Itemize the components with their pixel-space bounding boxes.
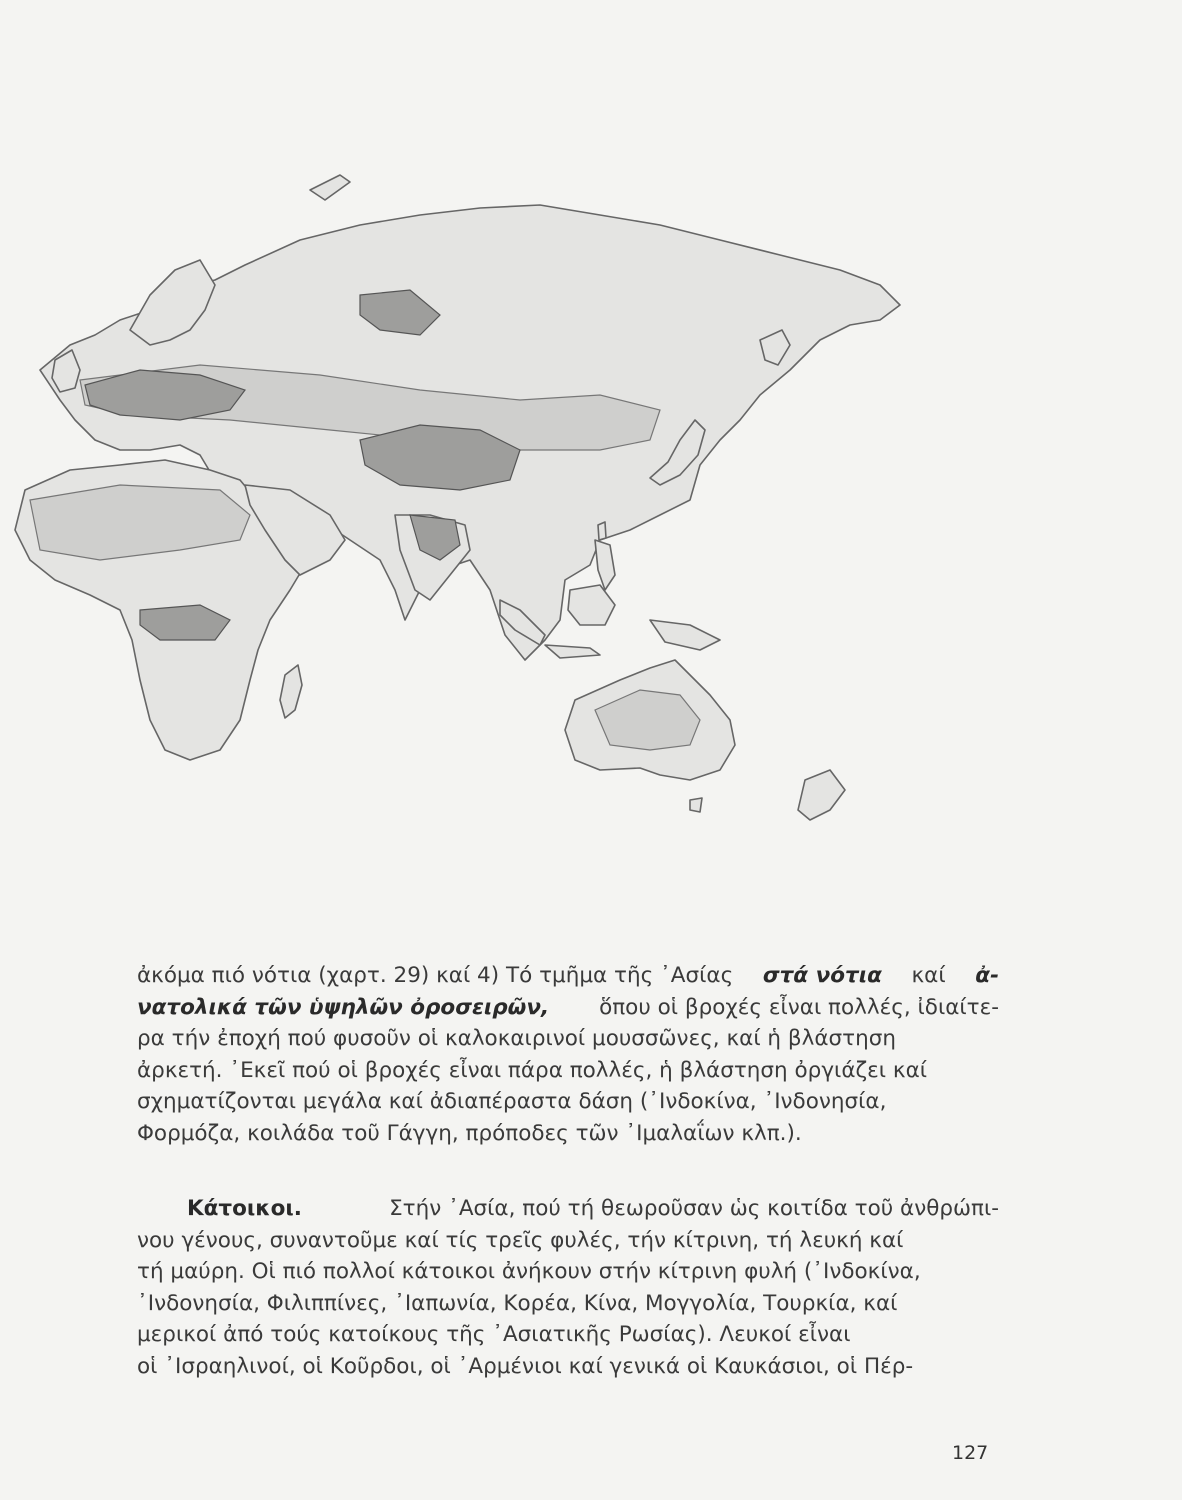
vegetation-map: [0, 120, 1000, 850]
text-run: τή μαύρη. Οἱ πιό πολλοί κάτοικοι ἀνήκουν στήν κίτρινη φυλή (᾿Ινδοκίνα,: [137, 1259, 921, 1284]
section-heading: Κάτοικοι.: [187, 1196, 302, 1221]
text-line: [137, 1351, 999, 1383]
novaya-zemlya: [310, 175, 350, 200]
emphasis-run: ἀ-: [975, 963, 999, 988]
new-guinea: [650, 620, 720, 650]
text-run: νου γένους, συναντοῦμε καί τίς τρεῖς φυλές, τήν κίτρινη, τή λευκή καί: [137, 1227, 904, 1253]
philippines: [595, 540, 615, 590]
text-run: οἱ ᾿Ισραηλινοί, οἱ Κοῦρδοι, οἱ ᾿Αρμένιοι καί γενικά οἱ Καυκάσιοι, οἱ Πέρ-: [137, 1353, 914, 1379]
text-line: [137, 1118, 999, 1150]
text-line: [137, 1023, 999, 1055]
text-run: καί: [911, 963, 946, 988]
text-line: [137, 1288, 999, 1320]
paragraph-climate: [137, 960, 999, 1149]
text-run: ρα τήν ἐποχή πού φυσοῦν οἱ καλοκαιρινοί μουσσῶνες, καί ἡ βλάστηση: [137, 1026, 896, 1051]
text-line: [137, 1225, 999, 1257]
text-line: [137, 1193, 999, 1225]
borneo: [568, 585, 615, 625]
new-zealand: [798, 770, 845, 820]
java: [545, 645, 600, 658]
world-vegetation-map-icon: [0, 120, 1000, 850]
emphasis-run: στά νότια: [762, 963, 882, 988]
text-run: ὅπου οἱ βροχές εἶναι πολλές, ἰδιαίτε-: [599, 994, 999, 1020]
page-number: 127: [952, 1442, 989, 1464]
text-run: ἀκόμα πιό νότια (χαρτ. 29) καί 4) Τό τμῆμα τῆς ᾿Ασίας: [137, 963, 734, 988]
paragraph-inhabitants: [137, 1193, 999, 1382]
text-run: Φορμόζα, κοιλάδα τοῦ Γάγγη, πρόποδες τῶν ᾿Ιμαλαΐων κλπ.).: [137, 1120, 802, 1146]
text-run: μερικοί ἀπό τούς κατοίκους τῆς ᾿Ασιατικῆς Ρωσίας). Λευκοί εἶναι: [137, 1322, 851, 1347]
text-line: [137, 1256, 999, 1288]
tasmania: [690, 798, 702, 812]
text-line: [137, 992, 999, 1024]
emphasis-run: νατολικά τῶν ὑψηλῶν ὀροσειρῶν,: [137, 994, 550, 1020]
text-run: ᾿Ινδονησία, Φιλιππίνες, ᾿Ιαπωνία, Κορέα, Κίνα, Μογγολία, Τουρκία, καί: [137, 1290, 898, 1316]
taiwan: [598, 522, 606, 540]
text-line: [137, 1055, 999, 1087]
text-run: ἀρκετή. ᾿Εκεῖ πού οἱ βροχές εἶναι πάρα πολλές, ἡ βλάστηση ὀργιάζει καί: [137, 1057, 928, 1083]
text-run: σχηματίζονται μεγάλα καί ἀδιαπέραστα δάση (᾿Ινδοκίνα, ᾿Ινδονησία,: [137, 1089, 887, 1114]
text-line: [137, 1319, 999, 1351]
madagascar: [280, 665, 302, 718]
text-line: [137, 1086, 999, 1118]
text-line: [137, 960, 999, 992]
text-run: Στήν ᾿Ασία, πού τή θεωροῦσαν ὡς κοιτίδα τοῦ ἀνθρώπι-: [389, 1196, 999, 1221]
